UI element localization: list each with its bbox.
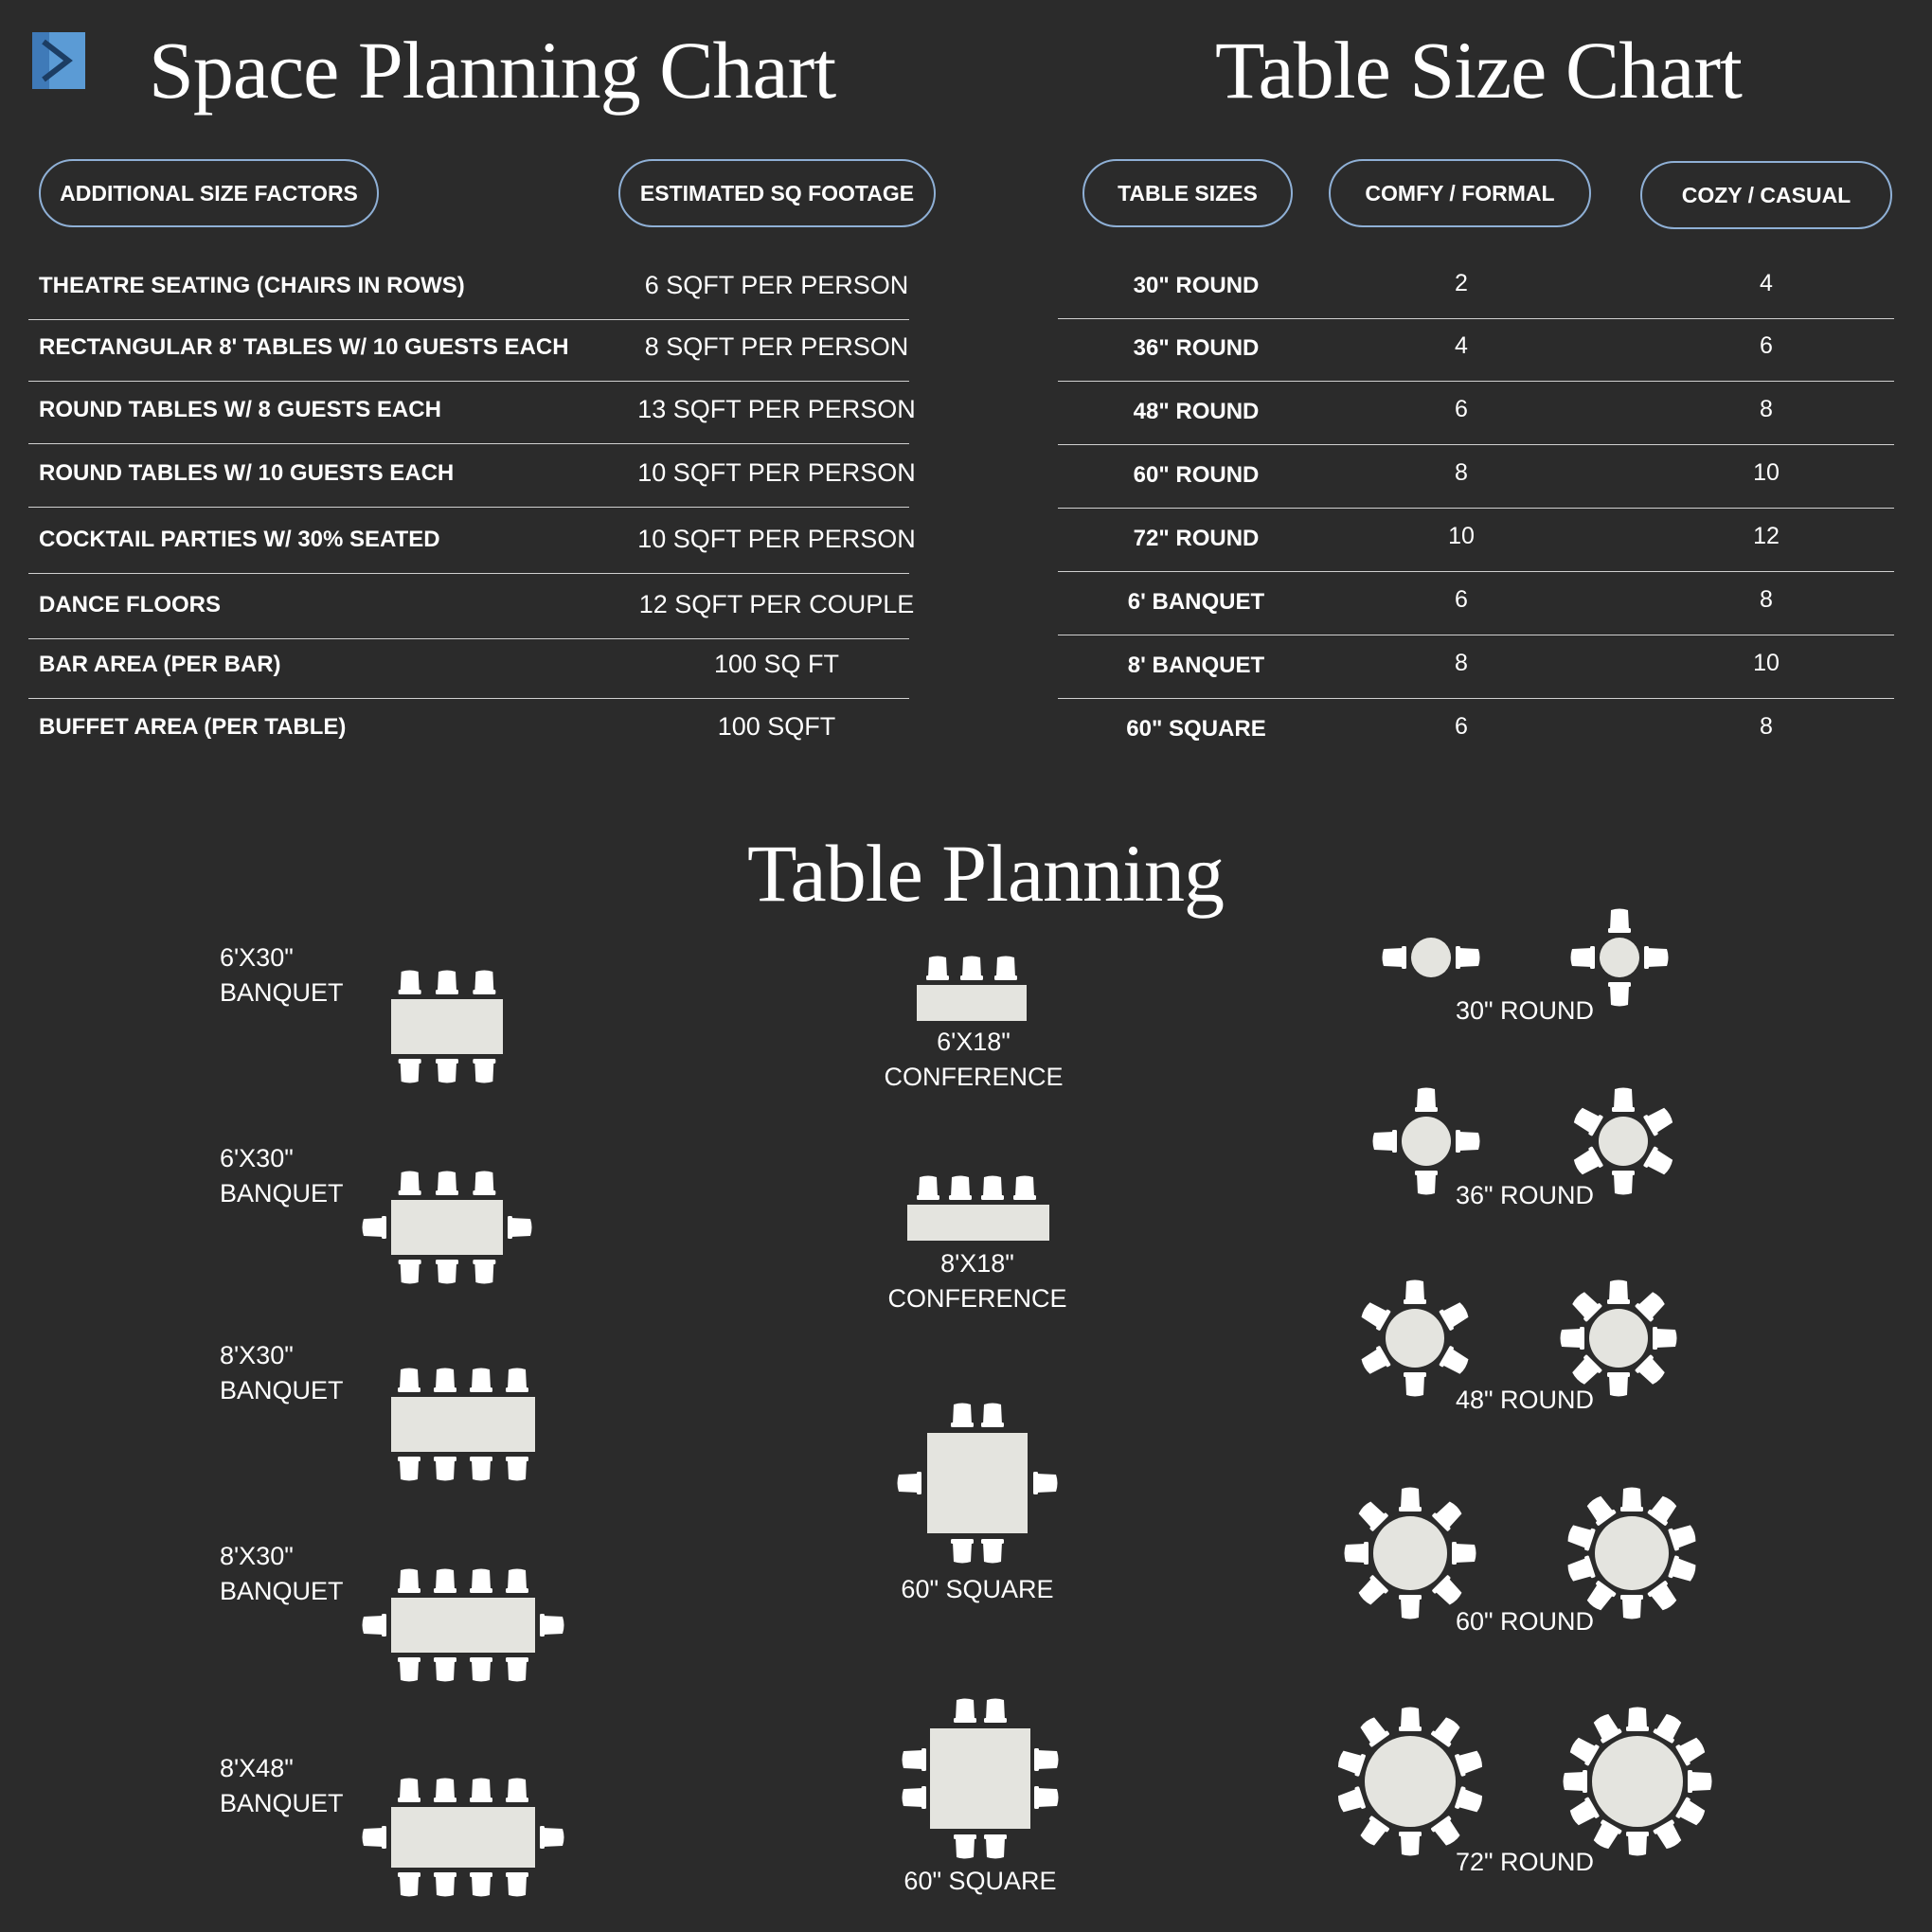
chair-icon [1034,1748,1059,1771]
table-size-cell: 30" ROUND [1133,273,1260,298]
chair-icon [949,1176,972,1201]
chair-icon [363,1614,387,1637]
row-divider [1058,508,1894,509]
chair-icon [994,957,1017,981]
chair-icon [506,1368,528,1393]
table-top [391,1397,535,1452]
table-top [917,985,1027,1021]
header-estimated-sq-footage: ESTIMATED SQ FOOTAGE [618,159,936,227]
chair-icon [1571,1146,1603,1178]
banquet-table-diagram [350,1536,578,1714]
banquet-label: BANQUET [220,978,344,1007]
header-cozy-casual: COZY / CASUAL [1640,161,1892,229]
cozy-casual-cell: 8 [1760,586,1773,613]
chair-icon [903,1748,927,1771]
chair-icon [470,1779,492,1803]
square-label: 60" SQUARE [901,1575,1054,1603]
square-label: 60" SQUARE [903,1867,1057,1895]
chair-icon [1456,1130,1480,1153]
chair-icon [470,1368,492,1393]
chair-icon [470,1457,492,1481]
chair-icon [1643,1146,1675,1178]
chair-icon [1430,1816,1462,1849]
chair-icon [1399,1488,1422,1512]
chair-icon [398,1368,420,1393]
chair-icon [954,1834,976,1859]
chair-icon [1688,1770,1712,1793]
table-size-cell: 6' BANQUET [1127,589,1265,615]
table-size-cell: 48" ROUND [1133,399,1260,424]
chair-icon [1612,1088,1635,1113]
chair-icon [1034,1786,1059,1809]
header-table-sizes: TABLE SIZES [1082,159,1293,227]
chair-icon [473,971,495,995]
chair-icon [540,1614,564,1637]
chair-icon [917,1176,939,1201]
chair-icon [1567,1797,1600,1829]
chair-icon [1439,1299,1471,1332]
round-table-diagram [1327,1698,1494,1865]
space-factor-cell: ROUND TABLES W/ 10 GUESTS EACH [39,460,455,486]
chair-icon [1432,1498,1465,1531]
chair-icon [398,1569,420,1594]
chair-icon [434,1368,456,1393]
chair-icon [470,1657,492,1682]
chair-icon [1668,1522,1698,1551]
table-top [391,1807,535,1868]
comfy-formal-cell: 2 [1455,270,1468,296]
space-factor-cell: COCKTAIL PARTIES W/ 30% SEATED [39,527,440,552]
round-table-diagram [1554,1698,1721,1865]
chair-icon [436,1260,458,1284]
comfy-formal-cell: 6 [1455,396,1468,422]
round-label: 60" ROUND [1455,1607,1595,1636]
chair-icon [1430,1714,1462,1747]
chair-icon [981,1176,1004,1201]
chair-icon [1653,1711,1685,1744]
cozy-casual-cell: 10 [1753,459,1780,486]
row-divider [28,698,909,699]
space-planning-title: Space Planning Chart [149,25,836,116]
space-footage-cell: 13 SQFT PER PERSON [637,395,916,423]
banquet-label: 6'X30" [220,943,294,972]
comfy-formal-cell: 8 [1455,459,1468,486]
conference-table-diagram [890,942,1042,1028]
chair-icon [1607,1280,1630,1305]
chair-icon [1643,1104,1675,1136]
chair-icon [506,1872,528,1897]
conference-label: 6'X18" [937,1028,1011,1056]
chair-icon [1635,1289,1668,1322]
chair-icon [363,1826,387,1849]
chair-icon [1355,1575,1388,1608]
row-divider [28,443,909,444]
chair-icon [1359,1346,1391,1378]
chair-icon [506,1569,528,1594]
chair-icon [898,1472,922,1494]
table-planning-title: Table Planning [747,828,1225,919]
chair-icon [1583,1494,1616,1527]
chair-icon [398,1657,420,1682]
chair-icon [1571,1104,1603,1136]
chair-icon [1675,1797,1708,1829]
chair-icon [434,1569,456,1594]
chair-icon [951,1539,974,1564]
space-footage-cell: 8 SQFT PER PERSON [644,332,909,361]
chair-icon [1456,946,1480,969]
space-footage-cell: 10 SQFT PER PERSON [637,525,916,553]
space-factor-cell: BAR AREA (PER BAR) [39,652,281,677]
chair-icon [398,1872,420,1897]
chair-icon [1675,1734,1708,1766]
chair-icon [506,1457,528,1481]
table-top [1365,1736,1456,1827]
chair-icon [1620,1488,1643,1512]
chair-icon [473,1059,495,1083]
chair-icon [1357,1714,1389,1747]
square-table-diagram [881,1686,1070,1866]
row-divider [28,638,909,639]
table-top [391,1200,503,1255]
chair-icon [1336,1786,1367,1816]
banquet-label: BANQUET [220,1179,344,1208]
chair-icon [399,1172,421,1196]
comfy-formal-cell: 6 [1455,586,1468,613]
chair-icon [1357,1816,1389,1849]
chair-icon [926,957,949,981]
chair-icon [1432,1575,1465,1608]
round-label: 36" ROUND [1455,1181,1595,1209]
table-size-cell: 36" ROUND [1133,335,1260,361]
table-size-cell: 60" ROUND [1133,462,1260,488]
space-factor-cell: BUFFET AREA (PER TABLE) [39,714,347,740]
table-size-cell: 72" ROUND [1133,526,1260,551]
table-top [1600,938,1639,977]
chair-icon [1336,1747,1367,1777]
banquet-table-diagram [350,938,578,1116]
chair-icon [540,1826,564,1849]
chair-icon [1355,1498,1388,1531]
chair-icon [434,1457,456,1481]
chair-icon [1565,1522,1596,1551]
chair-icon [1571,946,1596,969]
chair-icon [399,971,421,995]
row-divider [1058,444,1894,445]
comfy-formal-cell: 6 [1455,713,1468,740]
banquet-label: 6'X30" [220,1144,294,1172]
chair-icon [1415,1088,1438,1113]
chair-icon [1373,1130,1398,1153]
chair-icon [1561,1327,1585,1350]
chair-icon [473,1172,495,1196]
chair-icon [508,1216,532,1239]
row-divider [28,319,909,320]
chair-icon [1567,1734,1600,1766]
table-size-cell: 60" SQUARE [1126,716,1266,742]
chair-icon [398,1457,420,1481]
chair-icon [960,957,983,981]
table-size-title: Table Size Chart [1215,25,1742,116]
banquet-table-diagram [350,1745,578,1929]
conference-label: CONFERENCE [884,1063,1064,1091]
cozy-casual-cell: 12 [1753,523,1780,549]
chair-icon [1590,1711,1622,1744]
row-divider [1058,318,1894,319]
space-footage-cell: 100 SQFT [717,712,836,741]
chair-icon [473,1260,495,1284]
chair-icon [1569,1289,1602,1322]
chair-icon [984,1699,1007,1724]
chair-icon [1565,1555,1596,1584]
banquet-label: BANQUET [220,1577,344,1605]
chair-icon [1404,1280,1426,1305]
banquet-label: 8'X30" [220,1542,294,1570]
round-label: 48" ROUND [1455,1386,1595,1414]
space-footage-cell: 100 SQ FT [713,650,840,678]
cozy-casual-cell: 10 [1753,650,1780,676]
chair-icon [1564,1770,1588,1793]
banquet-label: BANQUET [220,1789,344,1817]
chair-icon [1455,1747,1485,1777]
chair-icon [1668,1555,1698,1584]
cozy-casual-cell: 8 [1760,396,1773,422]
chair-icon [398,1779,420,1803]
space-factor-cell: ROUND TABLES W/ 8 GUESTS EACH [39,397,441,422]
comfy-formal-cell: 4 [1455,332,1468,359]
banquet-table-diagram [350,1138,578,1316]
chair-icon [506,1657,528,1682]
chair-icon [954,1699,976,1724]
table-top [930,1728,1030,1829]
banquet-table-diagram [350,1335,578,1513]
row-divider [1058,571,1894,572]
row-divider [28,507,909,508]
table-top [1592,1736,1683,1827]
table-top [907,1205,1049,1241]
space-footage-cell: 12 SQFT PER COUPLE [638,590,915,618]
chair-icon [434,1657,456,1682]
chair-icon [951,1404,974,1428]
space-footage-cell: 6 SQFT PER PERSON [644,271,909,299]
chair-icon [984,1834,1007,1859]
chair-icon [1439,1346,1471,1378]
chair-icon [436,971,458,995]
chair-icon [1626,1708,1649,1732]
chair-icon [1653,1327,1677,1350]
row-divider [1058,381,1894,382]
space-factor-cell: THEATRE SEATING (CHAIRS IN ROWS) [39,273,465,298]
table-top [1411,938,1451,977]
banquet-label: 8'X30" [220,1341,294,1369]
play-chevron-icon [30,30,87,91]
chair-icon [363,1216,387,1239]
comfy-formal-cell: 10 [1448,523,1475,549]
chair-icon [399,1260,421,1284]
chair-icon [1647,1494,1679,1527]
chair-icon [981,1404,1004,1428]
chair-icon [436,1172,458,1196]
banquet-label: BANQUET [220,1376,344,1404]
chair-icon [1455,1786,1485,1816]
row-divider [28,573,909,574]
chair-icon [1013,1176,1036,1201]
chair-icon [1452,1542,1476,1565]
table-top [1402,1117,1451,1166]
chair-icon [1359,1299,1391,1332]
row-divider [1058,698,1894,699]
round-label: 72" ROUND [1455,1848,1595,1876]
cozy-casual-cell: 4 [1760,270,1773,296]
chair-icon [981,1539,1004,1564]
table-top [391,1598,535,1653]
round-label: 30" ROUND [1455,996,1595,1025]
table-top [1373,1516,1447,1590]
chair-icon [1644,946,1669,969]
header-additional-size-factors: ADDITIONAL SIZE FACTORS [39,159,379,227]
comfy-formal-cell: 8 [1455,650,1468,676]
table-top [1589,1309,1648,1368]
chair-icon [1399,1708,1422,1732]
banquet-label: 8'X48" [220,1754,294,1782]
space-factor-cell: RECTANGULAR 8' TABLES W/ 10 GUESTS EACH [39,334,569,360]
chair-icon [506,1779,528,1803]
chair-icon [1033,1472,1058,1494]
space-factor-cell: DANCE FLOORS [39,592,221,617]
conference-label: CONFERENCE [887,1284,1067,1313]
table-top [1599,1117,1648,1166]
table-top [391,999,503,1054]
cozy-casual-cell: 6 [1760,332,1773,359]
table-top [927,1433,1028,1533]
space-footage-cell: 10 SQFT PER PERSON [637,458,916,487]
square-table-diagram [881,1392,1070,1572]
chair-icon [1345,1542,1369,1565]
table-top [1386,1309,1444,1368]
table-size-cell: 8' BANQUET [1127,653,1265,678]
chair-icon [470,1872,492,1897]
chair-icon [1383,946,1407,969]
chair-icon [434,1872,456,1897]
row-divider [28,381,909,382]
chair-icon [1608,909,1631,934]
chair-icon [903,1786,927,1809]
cozy-casual-cell: 8 [1760,713,1773,740]
conference-table-diagram [890,1163,1061,1248]
chair-icon [470,1569,492,1594]
chair-icon [434,1779,456,1803]
chair-icon [436,1059,458,1083]
chair-icon [399,1059,421,1083]
table-top [1595,1516,1669,1590]
conference-label: 8'X18" [940,1249,1014,1278]
header-comfy-formal: COMFY / FORMAL [1329,159,1591,227]
